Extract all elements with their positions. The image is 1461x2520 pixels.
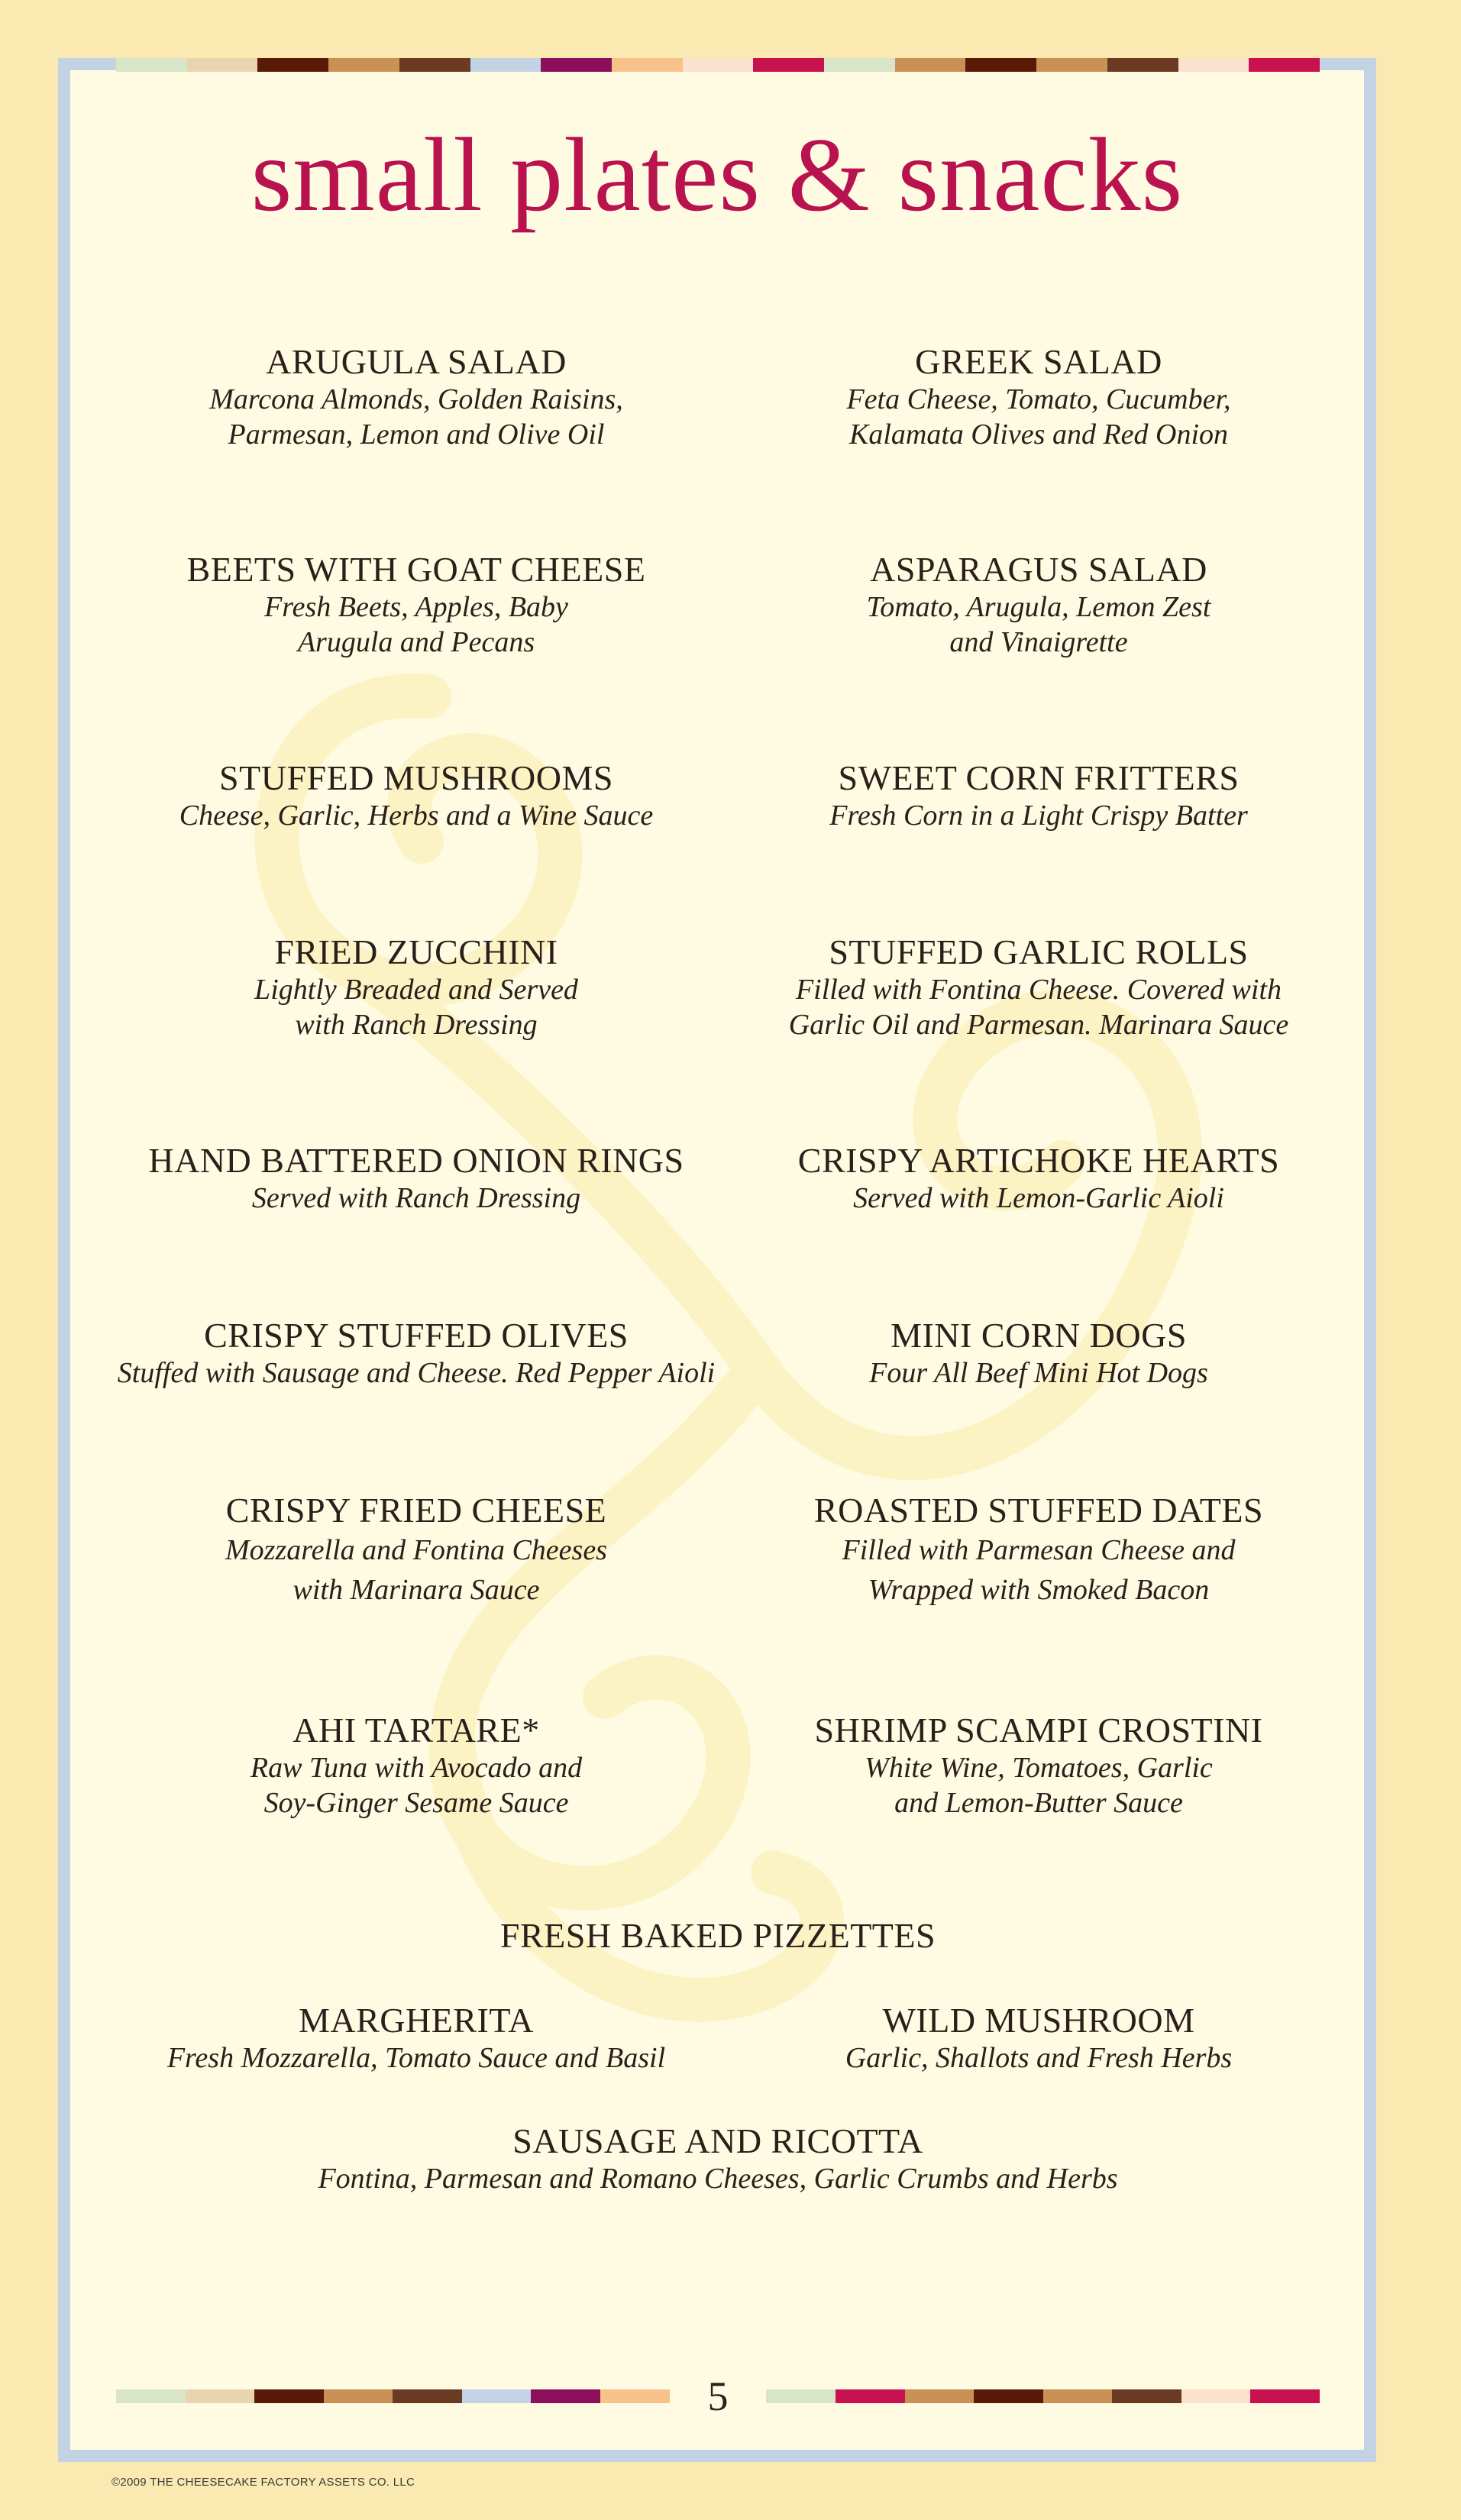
menu-item: [846, 342, 1230, 452]
pizzette-item-name: SAUSAGE AND RICOTTA: [512, 2121, 923, 2160]
pizzette-item: [318, 2121, 1117, 2196]
menu-item-name: MINI CORN DOGS: [890, 1316, 1187, 1355]
pizzette-item-name: WILD MUSHROOM: [882, 2001, 1195, 2040]
menu-item-name: STUFFED MUSHROOMS: [219, 758, 613, 797]
menu-item: [118, 1316, 715, 1391]
menu-item: [798, 1141, 1279, 1216]
menu-item: [225, 1491, 607, 1610]
menu-item-description: and Vinaigrette: [949, 626, 1128, 658]
menu-item-name: CRISPY FRIED CHEESE: [225, 1491, 607, 1530]
copyright-notice: ©2009 THE CHEESECAKE FACTORY ASSETS CO. LLC: [112, 2476, 415, 2489]
menu-item-name: FRIED ZUCCHINI: [274, 932, 558, 971]
menu-item-description: Arugula and Pecans: [297, 626, 535, 658]
menu-item: [187, 550, 646, 660]
menu-item: [209, 342, 622, 452]
menu-item-name: BEETS WITH GOAT CHEESE: [186, 550, 646, 589]
menu-item-description: Filled with Parmesan Cheese and: [842, 1534, 1236, 1566]
menu-item-description: Soy-Ginger Sesame Sauce: [263, 1787, 569, 1819]
menu-item-description: Fresh Corn in a Light Crispy Batter: [829, 800, 1248, 832]
menu-item-description: Garlic Oil and Parmesan. Marinara Sauce: [788, 1009, 1289, 1041]
decorative-stripe-top: [116, 58, 1320, 72]
menu-item-description: and Lemon-Butter Sauce: [894, 1787, 1183, 1819]
pizzette-item-name: MARGHERITA: [299, 2001, 534, 2040]
menu-item: [829, 758, 1248, 833]
menu-item: [148, 1141, 684, 1216]
menu-item-description: Raw Tuna with Avocado and: [250, 1752, 583, 1784]
pizzette-item-description: Garlic, Shallots and Fresh Herbs: [845, 2042, 1233, 2074]
menu-item-name: SHRIMP SCAMPI CROSTINI: [814, 1711, 1263, 1749]
menu-item: [251, 1711, 582, 1821]
pizzette-item: [845, 2001, 1232, 2076]
menu-item-description: White Wine, Tomatoes, Garlic: [865, 1752, 1213, 1784]
menu-item-description: Served with Lemon-Garlic Aioli: [853, 1182, 1224, 1214]
menu-item: [814, 1491, 1263, 1610]
menu-item-description: Served with Ranch Dressing: [251, 1182, 581, 1214]
menu-item: [815, 1711, 1263, 1821]
menu-item: [869, 1316, 1208, 1391]
menu-item-description: Stuffed with Sausage and Cheese. Red Pepper Aioli: [117, 1357, 716, 1389]
pizzettes-heading: FRESH BAKED PIZZETTES: [499, 1916, 936, 1955]
menu-item-name: STUFFED GARLIC ROLLS: [829, 932, 1249, 971]
menu-item-description: with Marinara Sauce: [293, 1574, 540, 1606]
menu-item-description: Filled with Fontina Cheese. Covered with: [795, 974, 1282, 1006]
menu-item-description: with Ranch Dressing: [295, 1009, 538, 1041]
menu-item-name: ROASTED STUFFED DATES: [813, 1491, 1264, 1530]
menu-item-name: ARUGULA SALAD: [266, 342, 567, 381]
pizzette-item-description: Fontina, Parmesan and Romano Cheeses, Garlic Crumbs and Herbs: [318, 2163, 1118, 2195]
menu-item-description: Cheese, Garlic, Herbs and a Wine Sauce: [179, 800, 654, 832]
menu-item: [179, 758, 654, 833]
menu-item-description: Four All Beef Mini Hot Dogs: [869, 1357, 1208, 1389]
menu-item-description: Tomato, Arugula, Lemon Zest: [866, 591, 1211, 623]
menu-item-name: GREEK SALAD: [915, 342, 1162, 381]
page-title: small plates & snacks: [251, 116, 1184, 233]
menu-item: [789, 932, 1288, 1042]
menu-item-description: Mozzarella and Fontina Cheeses: [225, 1534, 607, 1566]
pizzette-item-description: Fresh Mozzarella, Tomato Sauce and Basil: [166, 2042, 666, 2074]
menu-item-name: AHI TARTARE*: [293, 1711, 540, 1749]
menu-item-description: Fresh Beets, Apples, Baby: [264, 591, 568, 623]
menu-item-description: Marcona Almonds, Golden Raisins,: [209, 383, 623, 415]
menu-item-name: CRISPY ARTICHOKE HEARTS: [797, 1141, 1280, 1180]
menu-item: [867, 550, 1211, 660]
menu-item-description: Lightly Breaded and Served: [254, 974, 578, 1006]
menu-item-description: Feta Cheese, Tomato, Cucumber,: [846, 383, 1231, 415]
menu-item-name: SWEET CORN FRITTERS: [838, 758, 1240, 797]
menu-item-name: CRISPY STUFFED OLIVES: [204, 1316, 629, 1355]
menu-item-description: Kalamata Olives and Red Onion: [848, 418, 1229, 451]
menu-item-name: HAND BATTERED ONION RINGS: [148, 1141, 684, 1180]
menu-item-description: Wrapped with Smoked Bacon: [868, 1574, 1210, 1606]
pizzette-item: [167, 2001, 665, 2076]
menu-item-description: Parmesan, Lemon and Olive Oil: [228, 418, 605, 451]
menu-item-name: ASPARAGUS SALAD: [870, 550, 1207, 589]
page-number: 5: [701, 2373, 735, 2419]
menu-item: [254, 932, 578, 1042]
